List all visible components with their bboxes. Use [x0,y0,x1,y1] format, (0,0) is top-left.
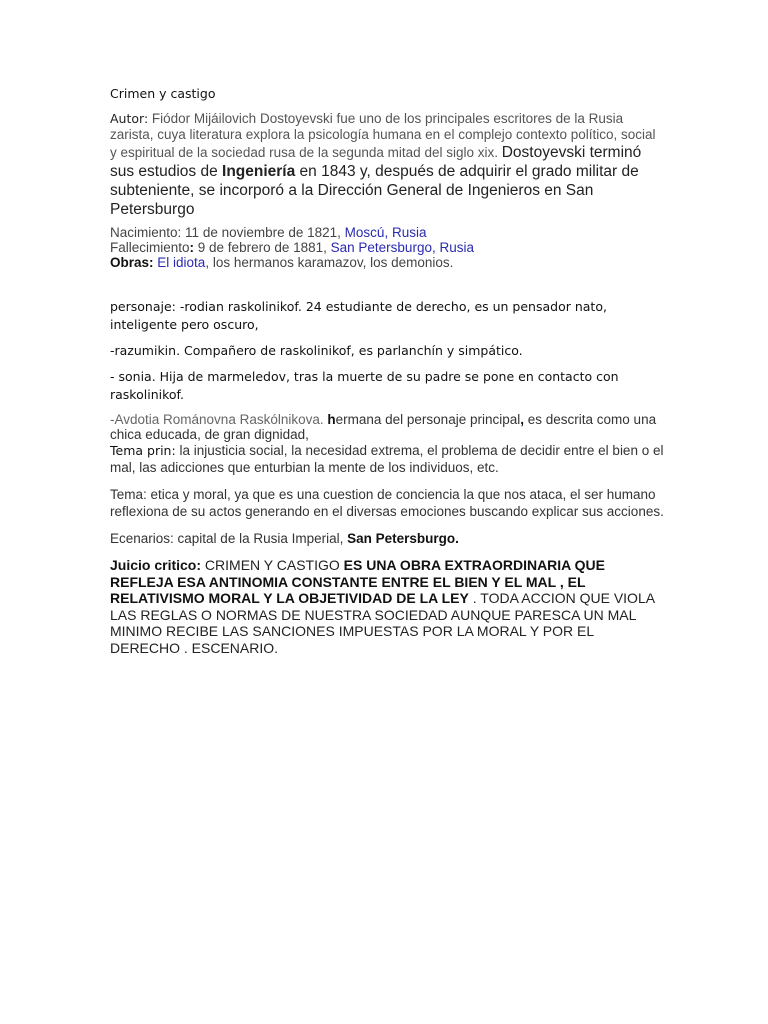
avdotia-bold-h: h [327,412,336,427]
avdotia-text-2: ermana del personaje principal [335,412,521,427]
ingenieria-bold: Ingeniería [222,163,296,180]
autor-text: Fiódor Mijáilovich Dostoyevski fue uno de los principales escritores de la Rusia zarista, cuya literatura explora la psicología humana en el complejo contexto político, social y espiritual de la sociedad rusa de la segunda mitad del siglo xix. [110,111,656,160]
link-rusia-nacimiento[interactable]: Rusia [391,225,427,240]
tema-paragraph: Tema: etica y moral, ya que es una cuestion de conciencia la que nos ataca, el ser humano reflexiona de su actos generando en el diversas emociones buscando explicar sus acciones. [110,487,664,519]
personaje-paragraph: personaje: -rodian raskolinikof. 24 estudiante de derecho, es un pensador nato, inteligente pero oscuro, [110,299,607,332]
juicio-label: Juicio critico: [110,557,202,573]
razumikin-paragraph: -razumikin. Compañero de raskolinikof, es parlanchín y simpático. [110,343,523,358]
autor-paragraph [110,111,665,219]
document-title: Crimen y castigo [110,86,216,101]
avdotia-text: -Avdotia Románovna Raskólnikova. [110,412,328,427]
link-moscu[interactable]: Moscú [344,225,385,240]
link-el-idiota[interactable]: El idiota [157,255,206,270]
fallecimiento-text: 9 de febrero de 1881, [194,240,331,255]
nacimiento-text: 11 de noviembre de 1821, [181,225,345,240]
tema-prin-label: Tema prin: [110,443,176,458]
juicio-bold: ES UNA OBRA EXTRAORDINARIA QUE REFLEJA ESA ANTINOMIA CONSTANTE ENTRE EL BIEN Y EL MAL , EL RELATIVISMO MORAL Y LA OBJETIVIDAD DE LA LEY [110,557,606,606]
obras-label: Obras: [110,255,154,270]
facts-block [110,225,665,270]
autor-text-large: Dostoyevski terminó sus estudios de [110,144,642,180]
avdotia-paragraph [110,412,665,442]
escenarios-paragraph [110,530,665,547]
juicio-text-2: . TODA ACCION QUE VIOLA LAS REGLAS O NORMAS DE NUESTRA SOCIEDAD AUNQUE PARESCA UN MAL MINIMO RECIBE LAS SANCIONES IMPUESTAS POR LA MORAL Y POR EL DERECHO . ESCENARIO. [110,590,655,656]
juicio-text-1: CRIMEN Y CASTIGO [201,557,344,573]
avdotia-bold-comma: , [520,412,525,427]
avdotia-text-3: es descrita como una chica educada, de gran dignidad, [110,412,657,442]
tema-prin-text: la injusticia social, la necesidad extrema, el problema de decidir entre el bien o el mal, las adicciones que enturbian la mente de los individuos, etc. [110,443,664,475]
fallecimiento-line [110,240,665,255]
document-body [110,86,665,656]
nacimiento-line [110,225,665,240]
tema-prin-paragraph [110,442,665,476]
nacimiento-comma: , [384,225,392,240]
escenarios-bold: San Petersburgo. [347,531,459,546]
link-san-petersburgo[interactable]: San Petersburgo [330,240,432,255]
nacimiento-label: Nacimiento [110,225,178,240]
juicio-paragraph [110,557,665,656]
link-rusia-fallecimiento[interactable]: Rusia [439,240,474,255]
fallecimiento-label: Fallecimiento [110,240,190,255]
fallecimiento-comma: , [431,240,440,255]
obras-text: , los hermanos karamazov, los demonios. [205,255,454,270]
autor-text-large-end: en 1843 y, después de adquirir el grado militar de subteniente, se incorporó a la Dirección General de Ingenieros en San Petersburgo [110,163,639,218]
escenarios-text: Ecenarios: capital de la Rusia Imperial, [110,531,348,546]
fallecimiento-sep: : [189,240,195,255]
autor-label: Autor: [110,111,149,126]
obras-line [110,255,665,270]
nacimiento-sep: : [177,225,182,240]
sonia-paragraph: - sonia. Hija de marmeledov, tras la muerte de su padre se pone en contacto con raskolinikof. [110,369,619,402]
